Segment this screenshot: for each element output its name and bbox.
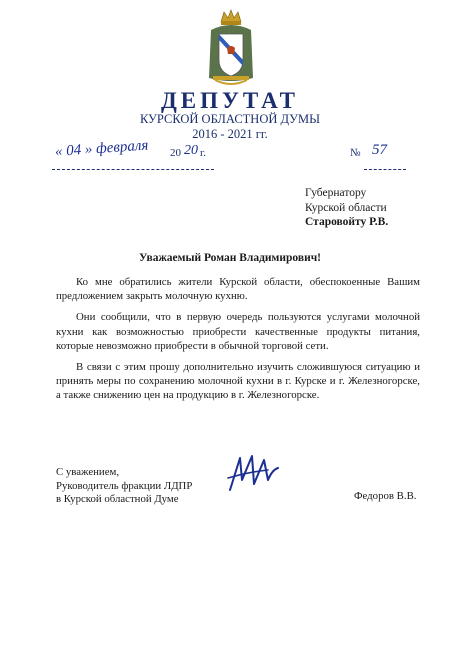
signer-name: Федоров В.В. (354, 490, 417, 502)
handwritten-date: « 04 » февраля (54, 137, 149, 160)
signature-icon (224, 450, 284, 498)
addressee-title: Губернатору (305, 187, 367, 199)
page-title: ДЕПУТАТ (160, 88, 300, 113)
body-paragraph-2: Они сообщили, что в первую очередь пользуются услугами молочной кухни как возможностью приобрести качественные продукты питания, которые невозможно приобрести в обычной торговой сети. (56, 311, 420, 352)
body-paragraph-3: В связи с этим прошу дополнительно изучить сложившуюся ситуацию и принять меры по сохранению молочной кухни в г. Курске и г. Железногорске, а также снижению цен на продукцию в г. Железногорске. (56, 361, 420, 402)
term-years: 2016 - 2021 гг. (192, 127, 268, 141)
coat-of-arms-icon (205, 8, 257, 90)
number-label: № (350, 147, 361, 159)
handwritten-year: 20 (184, 143, 198, 158)
org-subtitle: КУРСКОЙ ОБЛАСТНОЙ ДУМЫ (139, 112, 321, 126)
greeting: Уважаемый Роман Владимирович! (138, 252, 322, 264)
closing-position: Руководитель фракции ЛДПР (56, 479, 193, 492)
addressee-name: Старовойту Р.В. (305, 216, 389, 228)
year-prefix: 20 (170, 147, 181, 159)
closing-block (56, 466, 192, 507)
body-paragraph-1: Ко мне обратились жители Курской области, обеспокоенные Вашим предложением закрыть молочную кухню. (56, 276, 420, 303)
year-suffix: г. (200, 147, 207, 159)
addressee-block (305, 186, 388, 230)
closing-regards: С уважением, (56, 466, 120, 478)
letter-body (56, 275, 420, 410)
closing-organization: в Курской областной Думе (56, 493, 179, 505)
handwritten-number: 57 (372, 142, 387, 158)
addressee-region: Курской области (305, 201, 387, 214)
